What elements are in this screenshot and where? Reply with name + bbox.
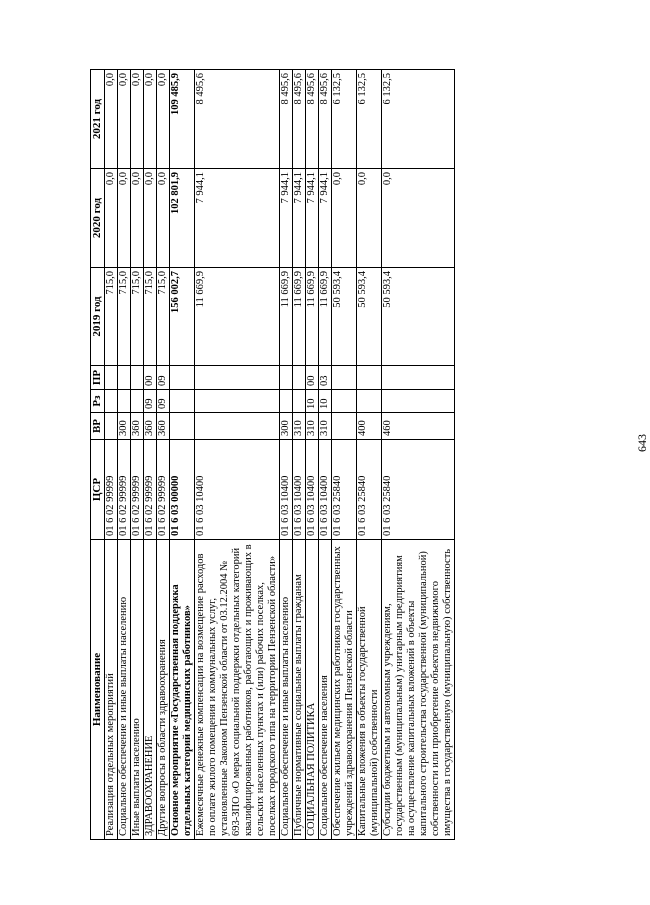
header-csr: ЦСР: [91, 440, 105, 540]
cell-2021: 0,0: [105, 70, 118, 169]
cell-vr: 300: [118, 413, 131, 440]
cell-rz: [382, 390, 455, 413]
cell-vr: 460: [382, 413, 455, 440]
table-row: [357, 70, 382, 840]
cell-rz: [357, 390, 382, 413]
cell-rz: [131, 390, 144, 413]
cell-2019: 50 593,4: [357, 268, 382, 366]
cell-rz: [118, 390, 131, 413]
cell-vr: [170, 413, 195, 440]
cell-csr: 01 6 03 10400: [306, 440, 319, 540]
cell-rz: 10: [306, 390, 319, 413]
cell-name: Реализация отдельных мероприятий: [105, 540, 118, 840]
header-pr: ПР: [91, 366, 105, 390]
cell-csr: 01 6 03 25840: [332, 440, 357, 540]
cell-vr: 400: [357, 413, 382, 440]
table-row: [118, 70, 131, 840]
cell-csr: 01 6 03 25840: [382, 440, 455, 540]
cell-name: Публичные нормативные социальные выплаты гражданам: [293, 540, 306, 840]
cell-name: Ежемесячные денежные компенсации на возмещение расходов по оплате жилого помещения и коммунальных услуг, установленные Законом Пензенской области от 03.12.2004 № 693-ЗПО «О мерах социальной поддержки отдельных категорий квалифицированных работников, работающих и проживающих в сельских населенных пунктах и (или) рабочих поселках, поселках городского типа на территории Пензенской области»: [195, 540, 280, 840]
cell-2020: 7 944,1: [319, 169, 332, 268]
cell-2019: 11 669,9: [293, 268, 306, 366]
cell-csr: 01 6 03 25840: [357, 440, 382, 540]
cell-pr: [131, 366, 144, 390]
cell-2019: 50 593,4: [382, 268, 455, 366]
cell-2020: 102 801,9: [170, 169, 195, 268]
cell-2020: 7 944,1: [306, 169, 319, 268]
cell-2020: 0,0: [144, 169, 157, 268]
budget-table: [90, 69, 455, 840]
cell-2021: 0,0: [118, 70, 131, 169]
cell-name: Социальное обеспечение и иные выплаты населению: [280, 540, 293, 840]
cell-name: Капитальные вложения в объекты государственной (муниципальной) собственности: [357, 540, 382, 840]
cell-csr: 01 6 03 10400: [293, 440, 306, 540]
cell-2021: 8 495,6: [280, 70, 293, 169]
cell-vr: 310: [293, 413, 306, 440]
table-header-row: [91, 70, 105, 840]
cell-2021: 8 495,6: [293, 70, 306, 169]
cell-2019: 715,0: [144, 268, 157, 366]
cell-2020: 0,0: [118, 169, 131, 268]
cell-pr: [195, 366, 280, 390]
cell-2021: 8 495,6: [306, 70, 319, 169]
cell-vr: 310: [319, 413, 332, 440]
cell-2021: 109 485,9: [170, 70, 195, 169]
cell-csr: 01 6 03 10400: [319, 440, 332, 540]
table-row: [382, 70, 455, 840]
cell-pr: [382, 366, 455, 390]
cell-2019: 715,0: [131, 268, 144, 366]
cell-2020: 0,0: [357, 169, 382, 268]
cell-vr: 360: [157, 413, 170, 440]
cell-pr: 00: [144, 366, 157, 390]
header-2019: 2019 год: [91, 268, 105, 366]
cell-2021: 6 132,5: [332, 70, 357, 169]
cell-pr: 03: [319, 366, 332, 390]
cell-vr: [105, 413, 118, 440]
cell-2021: 0,0: [131, 70, 144, 169]
cell-csr: 01 6 02 99999: [144, 440, 157, 540]
cell-csr: 01 6 02 99999: [157, 440, 170, 540]
cell-csr: 01 6 03 00000: [170, 440, 195, 540]
page-number: 643: [635, 434, 649, 452]
cell-vr: 360: [131, 413, 144, 440]
cell-2019: 715,0: [118, 268, 131, 366]
cell-pr: [118, 366, 131, 390]
cell-rz: [170, 390, 195, 413]
cell-vr: 300: [280, 413, 293, 440]
cell-csr: 01 6 02 99999: [105, 440, 118, 540]
cell-2019: 11 669,9: [319, 268, 332, 366]
header-name: Наименование: [91, 540, 105, 840]
cell-pr: [170, 366, 195, 390]
table-row: [170, 70, 195, 840]
cell-csr: 01 6 02 99999: [131, 440, 144, 540]
table-row: [306, 70, 319, 840]
cell-csr: 01 6 02 99999: [118, 440, 131, 540]
table-row: [332, 70, 357, 840]
cell-rz: 09: [144, 390, 157, 413]
cell-name: Социальное обеспечение населения: [319, 540, 332, 840]
cell-2020: 0,0: [382, 169, 455, 268]
cell-2019: 11 669,9: [280, 268, 293, 366]
cell-pr: [357, 366, 382, 390]
cell-name: Другие вопросы в области здравоохранения: [157, 540, 170, 840]
cell-name: Субсидии бюджетным и автономным учреждениям, государственным (муниципальным) унитарным предприятиям на осуществление капитальных вложений в объекты капитального строительства государственной (муниципальной) собственности или приобретение объектов недвижимого имущества в государственную (муниципальную) собственность: [382, 540, 455, 840]
table-row: [319, 70, 332, 840]
cell-name: СОЦИАЛЬНАЯ ПОЛИТИКА: [306, 540, 319, 840]
cell-2019: 11 669,9: [306, 268, 319, 366]
header-2020: 2020 год: [91, 169, 105, 268]
table-row: [280, 70, 293, 840]
cell-vr: 360: [144, 413, 157, 440]
cell-rz: 09: [157, 390, 170, 413]
cell-name: Иные выплаты населению: [131, 540, 144, 840]
cell-vr: [195, 413, 280, 440]
cell-pr: 00: [306, 366, 319, 390]
cell-rz: [280, 390, 293, 413]
cell-csr: 01 6 03 10400: [195, 440, 280, 540]
cell-2019: 50 593,4: [332, 268, 357, 366]
table-row: [105, 70, 118, 840]
cell-rz: [293, 390, 306, 413]
cell-2020: 0,0: [157, 169, 170, 268]
cell-2020: 0,0: [105, 169, 118, 268]
cell-2019: 11 669,9: [195, 268, 280, 366]
cell-2020: 7 944,1: [195, 169, 280, 268]
cell-rz: 10: [319, 390, 332, 413]
cell-rz: [332, 390, 357, 413]
cell-name: ЗДРАВООХРАНЕНИЕ: [144, 540, 157, 840]
table-body: [105, 70, 455, 840]
table-row: [131, 70, 144, 840]
cell-name: Обеспечение жильем медицинских работников государственных учреждений здравоохранения Пензенской области: [332, 540, 357, 840]
cell-2021: 0,0: [157, 70, 170, 169]
header-vr: ВР: [91, 413, 105, 440]
cell-csr: 01 6 03 10400: [280, 440, 293, 540]
cell-pr: [280, 366, 293, 390]
table-row: [157, 70, 170, 840]
header-2021: 2021 год: [91, 70, 105, 169]
cell-pr: [293, 366, 306, 390]
cell-vr: 310: [306, 413, 319, 440]
cell-name: Социальное обеспечение и иные выплаты населению: [118, 540, 131, 840]
table-row: [144, 70, 157, 840]
cell-name: Основное мероприятие «Государственная поддержка отдельных категорий медицинских работников»: [170, 540, 195, 840]
cell-pr: [105, 366, 118, 390]
table-row: [293, 70, 306, 840]
cell-rz: [105, 390, 118, 413]
cell-2020: 0,0: [332, 169, 357, 268]
table-row: [195, 70, 280, 840]
cell-2021: 0,0: [144, 70, 157, 169]
cell-2020: 0,0: [131, 169, 144, 268]
cell-pr: 09: [157, 366, 170, 390]
cell-vr: [332, 413, 357, 440]
cell-2021: 6 132,5: [382, 70, 455, 169]
cell-2021: 6 132,5: [357, 70, 382, 169]
cell-2020: 7 944,1: [293, 169, 306, 268]
cell-2019: 156 002,7: [170, 268, 195, 366]
rotated-table-container: [90, 70, 455, 840]
header-rz: Рз: [91, 390, 105, 413]
cell-2021: 8 495,6: [195, 70, 280, 169]
cell-2020: 7 944,1: [280, 169, 293, 268]
cell-2019: 715,0: [105, 268, 118, 366]
cell-2019: 715,0: [157, 268, 170, 366]
cell-rz: [195, 390, 280, 413]
cell-pr: [332, 366, 357, 390]
cell-2021: 8 495,6: [319, 70, 332, 169]
